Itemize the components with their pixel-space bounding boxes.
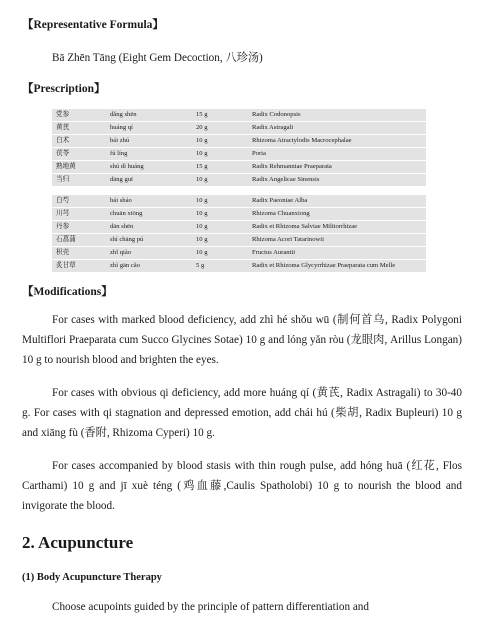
herb-dose: 10 g — [196, 137, 208, 144]
herb-pinyin: zhì gān cǎo — [110, 262, 141, 269]
herb-chinese: 川芎 — [56, 210, 70, 217]
herb-pinyin: shí chāng pú — [110, 236, 144, 243]
modification-paragraph-2: For cases with obvious qi deficiency, add more huáng qí (黄芪, Radix Astragali) to 30-40 g. For cases with qi stagnation and depressed emotion, add chái hú (柴胡, Radix Bupleuri) 10 g and xiāng fù (香附, Rhizoma Cyperi) 10 g. — [22, 387, 462, 439]
herb-latin: Poria — [252, 150, 266, 157]
table-row — [52, 221, 426, 234]
herb-pinyin: zhǐ qiào — [110, 249, 132, 256]
table-row — [52, 122, 426, 135]
herb-latin: Radix Angelicae Sinensis — [252, 176, 320, 183]
herb-chinese: 石菖蒲 — [56, 236, 76, 243]
herb-chinese: 当归 — [56, 176, 70, 183]
table-row — [52, 195, 426, 208]
herb-pinyin: dǎng shēn — [110, 111, 137, 118]
herb-dose: 10 g — [196, 210, 208, 217]
herb-latin: Radix et Rhizoma Glycyrrhizae Praeparata cum Melle — [252, 262, 396, 269]
herb-pinyin: fú líng — [110, 150, 128, 157]
herb-pinyin: dāng guī — [110, 176, 133, 183]
herb-pinyin: bái sháo — [110, 197, 132, 204]
herb-dose: 10 g — [196, 223, 208, 230]
modification-paragraph-3: For cases accompanied by blood stasis with thin rough pulse, add hóng huā (红花, Flos Carthami) 10 g and jī xuè téng (鸡血藤,Caulis Spatholobi) 10 g to nourish the blood and invigorate the blood. — [22, 460, 462, 512]
herb-latin: Fructus Aurantii — [252, 249, 296, 256]
table-row — [52, 234, 426, 247]
table-row — [52, 109, 426, 122]
body-paragraph-start: Choose acupoints guided by the principle of pattern differentiation and — [52, 601, 369, 613]
herb-dose: 10 g — [196, 236, 208, 243]
table-row — [52, 208, 426, 221]
formula-heading: 【Representative Formula】 — [22, 19, 164, 31]
herb-chinese: 党参 — [56, 111, 70, 118]
herb-pinyin: huáng qí — [110, 124, 133, 131]
prescription-table-2 — [52, 195, 426, 273]
prescription-table-1 — [52, 109, 426, 187]
herb-latin: Rhizoma Atractylodis Macrocephalae — [252, 137, 352, 144]
herb-chinese: 黄芪 — [56, 124, 70, 131]
section-heading: 2. Acupuncture — [22, 533, 134, 552]
herb-chinese: 白术 — [56, 137, 70, 144]
herb-chinese: 茯苓 — [56, 150, 70, 157]
subsection-heading: (1) Body Acupuncture Therapy — [22, 572, 162, 583]
formula-name: Bā Zhēn Tāng (Eight Gem Decoction, 八珍汤) — [52, 52, 263, 64]
herb-pinyin: chuān xiōng — [110, 210, 143, 217]
table-row — [52, 260, 426, 273]
herb-latin: Radix et Rhizoma Salviae Miltiorrhizae — [252, 223, 358, 230]
herb-dose: 5 g — [196, 262, 205, 269]
table-row — [52, 174, 426, 187]
herb-chinese: 炙甘草 — [56, 262, 76, 269]
table-row — [52, 148, 426, 161]
table-row — [52, 135, 426, 148]
herb-dose: 10 g — [196, 197, 208, 204]
table-row — [52, 161, 426, 174]
modification-paragraph-1: For cases with marked blood deficiency, add zhì hé shǒu wū (制何首乌, Radix Polygoni Multiflori Praeparata cum Succo Glycines Sotae) 10 g and lóng yǎn ròu (龙眼肉, Arillus Longan) 10 g to nourish blood and brighten the eyes. — [22, 314, 462, 366]
herb-latin: Radix Paeoniae Alba — [252, 197, 308, 204]
herb-dose: 20 g — [196, 124, 208, 131]
prescription-heading: 【Prescription】 — [22, 83, 106, 95]
herb-dose: 15 g — [196, 163, 208, 170]
herb-latin: Radix Astragali — [252, 124, 294, 131]
herb-chinese: 丹参 — [56, 223, 70, 230]
herb-pinyin: shú dì huáng — [110, 163, 144, 170]
modifications-heading: 【Modifications】 — [22, 286, 113, 298]
herb-pinyin: dān shēn — [110, 223, 134, 230]
herb-latin: Rhizoma Acori Tatarinowii — [252, 236, 324, 243]
herb-dose: 10 g — [196, 150, 208, 157]
herb-latin: Rhizoma Chuanxiong — [252, 210, 310, 217]
herb-chinese: 枳壳 — [56, 249, 70, 256]
table-row — [52, 247, 426, 260]
herb-chinese: 白芍 — [56, 197, 70, 204]
herb-dose: 15 g — [196, 111, 208, 118]
herb-dose: 10 g — [196, 249, 208, 256]
herb-pinyin: bái zhú — [110, 137, 130, 144]
herb-latin: Radix Codonopsis — [252, 111, 301, 118]
herb-dose: 10 g — [196, 176, 208, 183]
herb-chinese: 熟地黄 — [56, 163, 76, 170]
herb-latin: Radix Rehmanniae Praeparata — [252, 163, 332, 170]
